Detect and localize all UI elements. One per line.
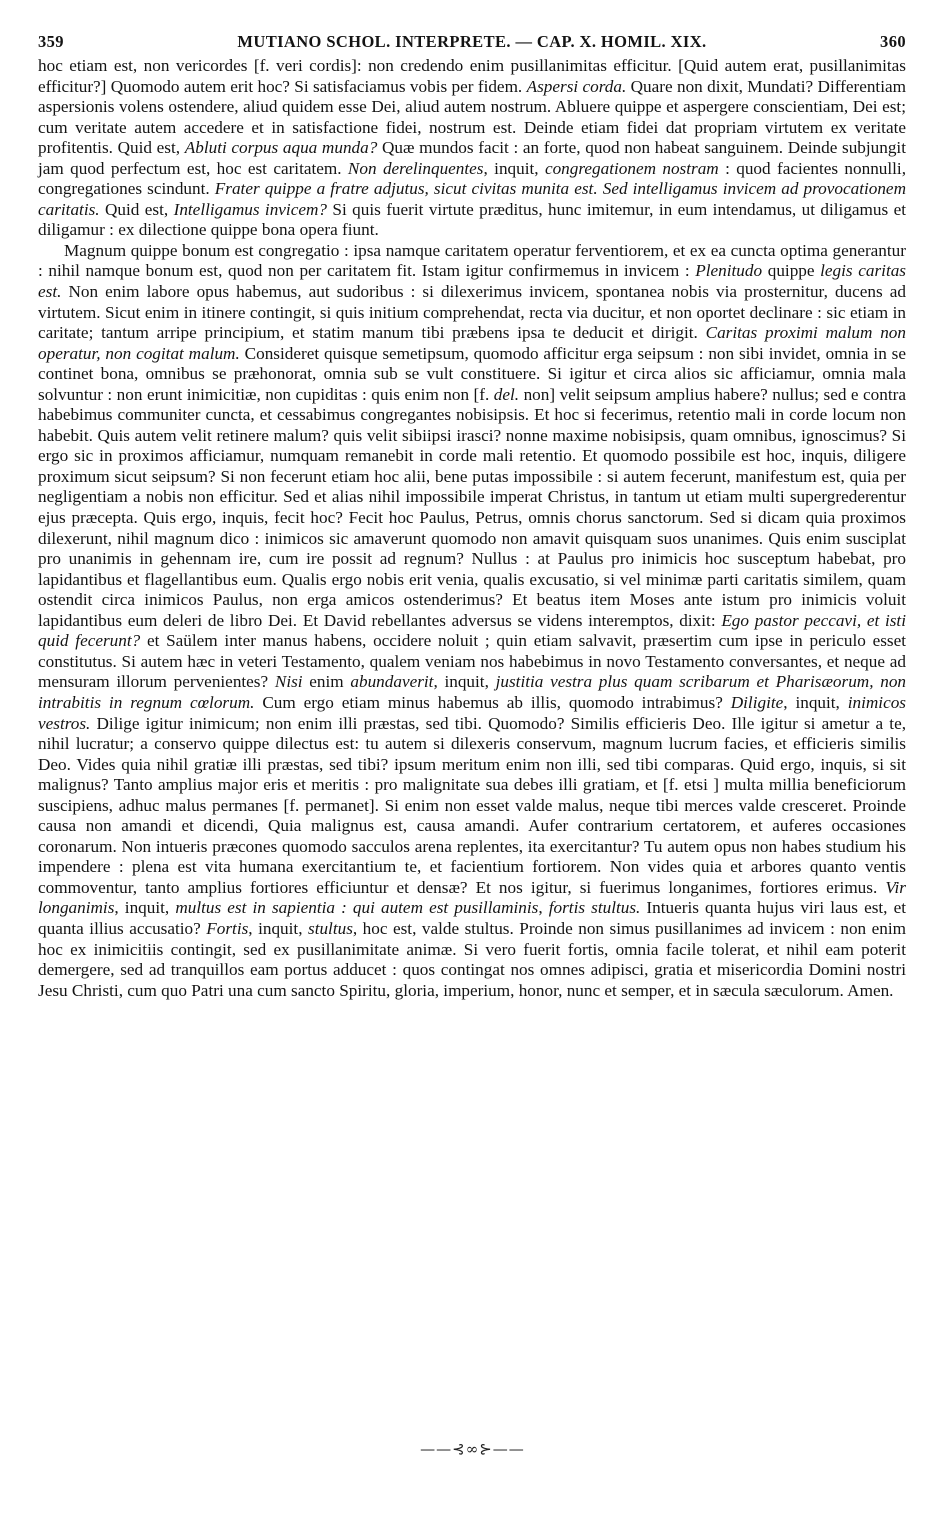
body-text — [38, 56, 906, 1001]
italic-quotation: Plenitudo — [695, 261, 763, 281]
running-title: MUTIANO SCHOL. INTERPRETE. — CAP. X. HOMIL. XIX. — [237, 32, 707, 51]
italic-quotation: Ego pastor peccavi, et isti quid fecerunt? — [38, 610, 906, 651]
text-run: quippe — [762, 261, 821, 281]
italic-quotation: Frater quippe a fratre adjutus, sicut civitas munita est. Sed intelligamus invicem ad provocationem caritatis. — [38, 179, 906, 219]
text-run: , — [538, 898, 549, 918]
italic-quotation: Aspersi corda. — [526, 76, 627, 96]
text-run: Non enim labore opus habemus, aut sudoribus : si dilexerimus invicem, spontanea nobis via prosternitur, ducens ad virtutem. Sicut enim in itinere contingit, si quis initium comprehendat, recta via ducitur, et non oportet declinare : sic etiam in caritate; tantum arripe principium, et statim manum tibi præbens ipsa te deducit et dirigit. — [38, 282, 906, 343]
text-run: Cum ergo etiam minus habemus ab illis, quomodo intrabimus? — [254, 692, 731, 712]
italic-quotation: Abluti corpus aqua munda? — [184, 138, 378, 158]
page-number-left: 359 — [38, 32, 64, 51]
page — [38, 32, 906, 1001]
text-run: Quare non dixit, Mundati? Differentiam aspersionis volens ostendere, aliud quidem esse Dei, aliud autem nostrum. Abluere quippe et aspergere conscientiam, Dei est; cum veritate autem accedere et in satisfactione fidei, nostrum est. Deinde etiam fidei dat propriam virtutem ex veritate profitentis. Quid est, — [38, 76, 906, 158]
text-run: Consideret quisque semetipsum, quomodo afficitur erga seipsum : non sibi invidet, omnia in se continet bona, omnibus se præhonorat, omnia sub se vult constituere. Si igitur et circa alios sic afficiamur, omnia mala solvuntur : non erunt inimicitiæ, non cupiditas : quis enim non [f. — [38, 343, 906, 404]
end-ornament: ——⊰∞⊱—— — [420, 1440, 525, 1458]
text-run: , inquit, — [114, 898, 176, 918]
text-run: Quæ mundos facit : an forte, quod non habeat sanguinem. Deinde subjungit jam quod perfectum est, hoc est caritatem. — [38, 138, 906, 178]
text-run: , hoc est, valde stultus. Proinde non simus pusillanimes ad invicem : non enim hoc ex inimicitiis contingit, sed ex pusillanimitate animæ. Si vero fuerit fortis, omnia facile tolerat, et nihil eam poterit demergere, sed ad tranquillos eam portus adducet : quos contingat nos omnes adipisci, gratia et misericordia Domini nostri Jesu Christi, cum quo Patri una cum sancto Spiritu, gloria, imperium, honor, nunc et semper, et in sæcula sæculorum. Amen. — [38, 918, 907, 1000]
page-number-right: 360 — [880, 32, 906, 51]
paragraph — [38, 56, 906, 241]
text-run: , inquit, — [248, 918, 308, 938]
text-run: enim — [302, 672, 351, 692]
paragraph — [38, 241, 906, 1001]
running-header — [38, 32, 906, 56]
italic-quotation: abundaverit — [350, 672, 434, 692]
text-run: et Saülem inter manus habens, occidere noluit ; quin etiam salvavit, præsertim cum ipse in periculo esset constitutus. Si autem hæc in veteri Testamento, qualem veniam nos habebimus in novo Testamento conversantes, et neque ad mensuram illorum pervenientes? — [38, 631, 906, 692]
italic-quotation: Diligite — [730, 692, 784, 712]
italic-quotation: del. — [493, 384, 520, 404]
text-run: : quod facientes nonnulli, congregationes scindunt. — [38, 158, 907, 199]
italic-quotation: Intelligamus invicem? — [173, 199, 327, 219]
italic-quotation: justitia vestra plus quam scribarum et Pharisæorum, non intrabitis in regnum cœlorum. — [38, 672, 907, 712]
text-run: Magnum quippe bonum est congregatio : ipsa namque caritatem operatur ferventiorem, et ex ea cuncta optima generantur : nihil namque bonum est, quod non per caritatem fit. Istam igitur confirmemus in invicem : — [38, 240, 906, 281]
italic-quotation: congregationem nostram — [544, 158, 719, 178]
text-run: Dilige igitur inimicum; non enim illi præstas, sed tibi. Quomodo? Similis efficieris Deo. Ille igitur si ametur a te, nihil lucratur; a conservo quippe dilectus est: tu autem si dilexeris conservum, magnum lucrum facies, et efficieris similis Deo. Vides quia nihil gratiæ illi præstas, sed tibi? ipsum meritum enim non illi, sed tibi comparas. Quid ergo, inquis, si sit malignus? Tanto amplius major eris et meritis : pro malignitate sua debes illi gratiam, et [f. etsi ] multa millia beneficiorum suscipiens, adhuc malus permanes [f. permanet]. Si enim non esset valde malus, neque tibi merces valde cresceret. Proinde causa non amandi et dicendi, Quia malignus est, causa amandi. Aufer contrarium certatorem, et auferes occasiones coronarum. Non intueris præcones quomodo sacculos arena replentes, ita exercitantur? Tu autem opus non habes studium his impendere : plena est vita humana exercitantium te, et facientium fortiorem. Non vides quia et arbores quanto ventis commoventur, tanto amplius fortiores efficiuntur et densæ? Et nos igitur, si fuerimus longanimes, fortiores erimus. — [38, 713, 906, 897]
text-run: Quid est, — [99, 199, 174, 219]
italic-quotation: Vir longanimis — [38, 877, 906, 918]
italic-quotation: multus est in sapientia : qui autem est pusillaminis — [175, 898, 539, 918]
italic-quotation: Nisi — [274, 672, 303, 692]
text-run: , inquit, — [433, 672, 496, 692]
text-run: Si quis fuerit virtute præditus, hunc imitemur, in eum intendamus, ut diligamus et diligamur : ex dilectione quippe bona opera fiunt. — [38, 199, 907, 240]
italic-quotation: legis caritas est. — [38, 261, 906, 302]
text-run: Intueris quanta hujus viri laus est, et quanta illius accusatio? — [38, 898, 906, 938]
text-run: non] velit seipsum amplius habere? nullus; sed e contra habebimus communiter cuncta, et cessabimus congregantes nobisipsis. Et hoc si fecerimus, retentio mali in corde locum non habebit. Quis autem velit retinere malum? quis velit sibiipsi irasci? nonne maxime nobisipsis, quam omnibus, ignoscimus? Si ergo sic in proximos afficiamur, numquam remanebit in corde mali retentio. Et quomodo possibile est hoc, inquis, diligere proximum sicut seipsum? Si non fecerunt etiam hoc alii, bene putas impossibile : si autem fecerunt, manifestum est, quia per negligentiam a nobis non efficitur. Sed et alias nihil impossibile imperat Christus, in tantum ut etiam multi supergrederentur ejus præcepta. Quis ergo, inquis, fecit hoc? Fecit hoc Paulus, Petrus, omnis chorus sanctorum. Sed si dicam quia proximos dilexerunt, nihil magnum dico : inimicos sic amaverunt quomodo non amavit quisquam suos unanimes. Quis enim susciplat pro unanimis in gehennam ire, cum ire possit ad regnum? Nullus : at Paulus pro inimicis hoc susceptum habebat, pro lapidantibus et flagellantibus eum. Qualis ergo nobis erit venia, qualis excusatio, si vel minimæ parti caritatis similem, quam ostendit circa inimicos Paulus, non erga amicos ostenderimus? Et beatus item Moses ante istum pro inimicis voluit lapidantibus eum deleri de libro Dei. Et David rebellantes adversus se videns interemptos, dixit: — [38, 384, 906, 630]
text-run: , inquit, — [483, 158, 545, 178]
text-run: , inquit, — [783, 692, 848, 712]
italic-quotation: Fortis — [206, 918, 249, 938]
italic-quotation: Caritas proximi malum non operatur, non cogitat malum. — [38, 323, 906, 363]
text-run: hoc etiam est, non vericordes [f. veri cordis]: non credendo enim pusillanimitas efficitur. [Quid autem erat, pusillanimitas efficitur?] Quomodo autem erit hoc? Si satisfaciamus vobis per fidem. — [38, 56, 906, 96]
italic-quotation: inimicos vestros. — [38, 692, 906, 733]
italic-quotation: fortis stultus. — [548, 898, 641, 918]
italic-quotation: stultus — [308, 918, 353, 938]
italic-quotation: Non derelinquentes — [347, 158, 484, 178]
